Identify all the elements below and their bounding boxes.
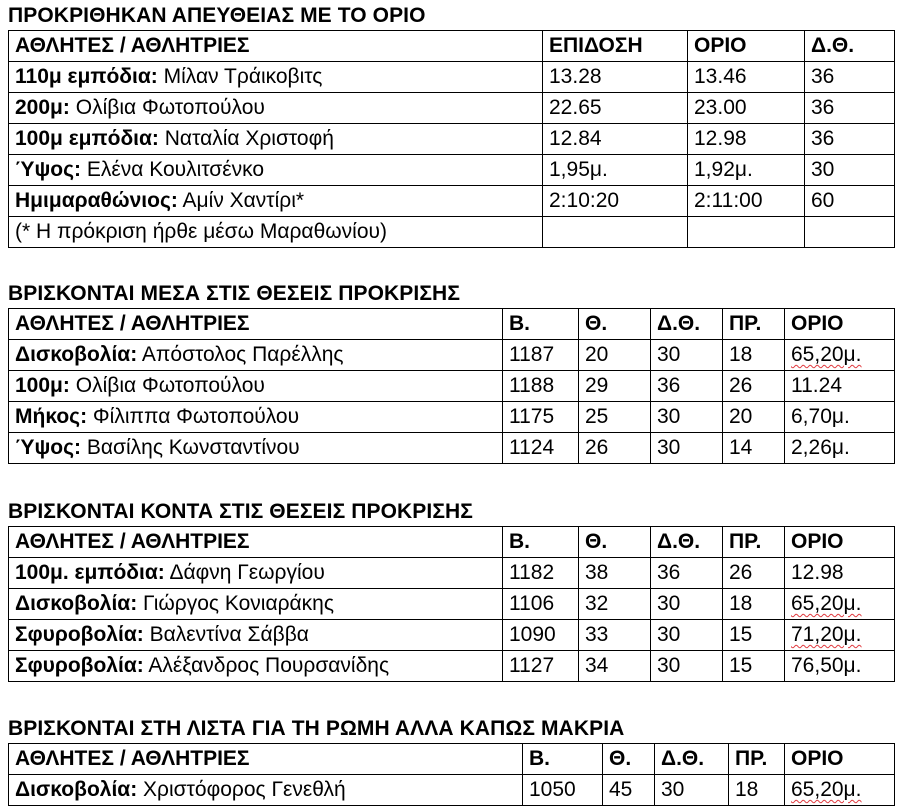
table-row [9, 186, 895, 217]
world-rank-cell: 30 [651, 340, 723, 371]
world-rank-cell: 30 [651, 402, 723, 433]
table-row [9, 340, 895, 371]
section-title: ΒΡΙΣΚΟΝΤΑΙ ΜΕΣΑ ΣΤΙΣ ΘΕΣΕΙΣ ΠΡΟΚΡΙΣΗΣ [8, 282, 461, 305]
section-title: ΒΡΙΣΚΟΝΤΑΙ ΣΤΗ ΛΙΣΤΑ ΓΙΑ ΤΗ ΡΩΜΗ ΑΛΛΑ ΚΑΠΩΣ ΜΑΚΡΙΑ [8, 717, 625, 740]
col-header-world-rank: Δ.Θ. [651, 309, 723, 340]
qualify-cell: 26 [723, 371, 785, 402]
athlete-name: Γιώργος Κονιαράκης [143, 592, 334, 615]
qualify-cell: 26 [723, 558, 785, 589]
position-cell: 34 [579, 651, 651, 682]
event-label: 100μ εμπόδια: [15, 127, 159, 150]
col-header-performance: ΕΠΙΔΟΣΗ [543, 31, 688, 62]
qualify-cell: 14 [723, 433, 785, 464]
col-header-athletes: ΑΘΛΗΤΕΣ / ΑΘΛΗΤΡΙΕΣ [9, 309, 503, 340]
performance-cell: 13.28 [543, 62, 688, 93]
qualify-cell: 15 [723, 651, 785, 682]
limit-cell: 76,50μ. [785, 651, 895, 682]
table-header-row [9, 309, 895, 340]
qualify-cell: 18 [723, 340, 785, 371]
table-header-row [9, 527, 895, 558]
athlete-name: Απόστολος Παρέλλης [141, 343, 344, 366]
col-header-athletes: ΑΘΛΗΤΕΣ / ΑΘΛΗΤΡΙΕΣ [9, 527, 503, 558]
position-cell: 38 [579, 558, 651, 589]
footnote-row [9, 217, 895, 248]
athlete-name: Βαλεντίνα Σάββα [149, 623, 309, 646]
athlete-name: Μίλαν Τράικοβιτς [163, 65, 323, 88]
limit-cell: 2:11:00 [688, 186, 805, 217]
athlete-name: Αλέξανδρος Πουρσανίδης [148, 654, 390, 677]
limit-value: 71,20μ. [791, 623, 862, 646]
col-header-limit: ΟΡΙΟ [785, 527, 895, 558]
world-rank-cell: 36 [805, 93, 895, 124]
col-header-limit: ΟΡΙΟ [785, 744, 895, 775]
world-rank-cell: 36 [805, 124, 895, 155]
table-row [9, 651, 895, 682]
limit-cell: 13.46 [688, 62, 805, 93]
col-header-limit: ΟΡΙΟ [785, 309, 895, 340]
athlete-name: Ολίβια Φωτοπούλου [75, 374, 265, 397]
section-direct-qualified [8, 4, 895, 248]
world-rank-cell: 36 [805, 62, 895, 93]
near-positions-table [8, 526, 895, 682]
col-header-qualify: ΠΡ. [723, 309, 785, 340]
table-row [9, 402, 895, 433]
world-rank-cell: 30 [651, 651, 723, 682]
table-row [9, 124, 895, 155]
table-row [9, 589, 895, 620]
world-rank-cell: 30 [655, 775, 729, 806]
event-label: Δισκοβολία: [15, 343, 138, 366]
col-header-position: Θ. [579, 527, 651, 558]
col-header-limit: ΟΡΙΟ [688, 31, 805, 62]
col-header-position: Θ. [579, 309, 651, 340]
points-cell: 1106 [503, 589, 579, 620]
limit-cell: 6,70μ. [785, 402, 895, 433]
col-header-world-rank: Δ.Θ. [805, 31, 895, 62]
position-cell: 33 [579, 620, 651, 651]
limit-cell: 12.98 [688, 124, 805, 155]
position-cell: 20 [579, 340, 651, 371]
rome-list-table [8, 743, 895, 806]
col-header-points: Β. [503, 309, 579, 340]
event-label: 100μ. εμπόδια: [15, 561, 165, 584]
col-header-qualify: ΠΡ. [729, 744, 785, 775]
table-row [9, 371, 895, 402]
world-rank-cell: 60 [805, 186, 895, 217]
event-label: 200μ: [15, 96, 70, 119]
world-rank-cell: 30 [805, 155, 895, 186]
points-cell: 1090 [503, 620, 579, 651]
points-cell: 1127 [503, 651, 579, 682]
points-cell: 1188 [503, 371, 579, 402]
qualify-cell: 20 [723, 402, 785, 433]
section-in-qualifying-positions [8, 282, 895, 464]
limit-value: 65,20μ. [791, 343, 862, 366]
col-header-points: Β. [503, 527, 579, 558]
direct-qualified-table [8, 30, 895, 248]
table-row [9, 558, 895, 589]
position-cell: 45 [603, 775, 655, 806]
limit-cell: 23.00 [688, 93, 805, 124]
table-row [9, 620, 895, 651]
performance-cell: 22.65 [543, 93, 688, 124]
world-rank-cell: 30 [651, 433, 723, 464]
table-header-row [9, 744, 895, 775]
table-row [9, 155, 895, 186]
col-header-athletes: ΑΘΛΗΤΕΣ / ΑΘΛΗΤΡΙΕΣ [9, 744, 523, 775]
points-cell: 1187 [503, 340, 579, 371]
qualify-cell: 15 [723, 620, 785, 651]
points-cell: 1182 [503, 558, 579, 589]
world-rank-cell: 30 [651, 589, 723, 620]
performance-cell: 1,95μ. [543, 155, 688, 186]
table-row [9, 433, 895, 464]
col-header-world-rank: Δ.Θ. [651, 527, 723, 558]
athlete-name: Ελένα Κουλιτσένκο [86, 158, 265, 181]
athlete-name: Αμίν Χαντίρι* [182, 189, 305, 212]
table-header-row [9, 31, 895, 62]
limit-value: 65,20μ. [791, 592, 862, 615]
performance-cell: 2:10:20 [543, 186, 688, 217]
points-cell: 1050 [523, 775, 603, 806]
position-cell: 25 [579, 402, 651, 433]
event-label: Δισκοβολία: [15, 592, 138, 615]
col-header-position: Θ. [603, 744, 655, 775]
limit-cell: 11.24 [785, 371, 895, 402]
footnote: (* Η πρόκριση ήρθε μέσω Μαραθωνίου) [9, 217, 543, 248]
in-positions-table [8, 308, 895, 464]
performance-cell: 12.84 [543, 124, 688, 155]
world-rank-cell: 36 [651, 558, 723, 589]
limit-cell: 2,26μ. [785, 433, 895, 464]
athlete-name: Φίλιππα Φωτοπούλου [92, 405, 300, 428]
col-header-qualify: ΠΡ. [723, 527, 785, 558]
section-rome-list-far [8, 717, 895, 806]
event-label: Δισκοβολία: [15, 778, 138, 801]
position-cell: 32 [579, 589, 651, 620]
points-cell: 1175 [503, 402, 579, 433]
qualify-cell: 18 [729, 775, 785, 806]
table-row [9, 93, 895, 124]
points-cell: 1124 [503, 433, 579, 464]
limit-cell: 1,92μ. [688, 155, 805, 186]
athlete-name: Δάφνη Γεωργίου [169, 561, 325, 584]
col-header-athletes: ΑΘΛΗΤΕΣ / ΑΘΛΗΤΡΙΕΣ [9, 31, 543, 62]
event-label: Σφυροβολία: [15, 623, 144, 646]
table-row [9, 775, 895, 806]
athlete-name: Ολίβια Φωτοπούλου [75, 96, 265, 119]
event-label: 100μ: [15, 374, 70, 397]
world-rank-cell: 30 [651, 620, 723, 651]
event-label: Μήκος: [15, 405, 88, 428]
event-label: Ημιμαραθώνιος: [15, 189, 178, 212]
event-label: Ύψος: [15, 158, 82, 181]
athlete-name: Βασίλης Κωνσταντίνου [86, 436, 300, 459]
athlete-name: Χριστόφορος Γενεθλή [143, 778, 346, 801]
event-label: Ύψος: [15, 436, 82, 459]
event-label: 110μ εμπόδια: [15, 65, 158, 88]
world-rank-cell: 36 [651, 371, 723, 402]
limit-value: 65,20μ. [791, 778, 862, 801]
position-cell: 26 [579, 433, 651, 464]
col-header-world-rank: Δ.Θ. [655, 744, 729, 775]
qualify-cell: 18 [723, 589, 785, 620]
section-title: ΒΡΙΣΚΟΝΤΑΙ ΚΟΝΤΑ ΣΤΙΣ ΘΕΣΕΙΣ ΠΡΟΚΡΙΣΗΣ [8, 500, 473, 523]
limit-cell: 12.98 [785, 558, 895, 589]
section-near-qualifying-positions [8, 500, 895, 682]
athlete-name: Ναταλία Χριστοφή [164, 127, 334, 150]
section-title: ΠΡΟΚΡΙΘΗΚΑΝ ΑΠΕΥΘΕΙΑΣ ΜΕ ΤΟ ΟΡΙΟ [8, 4, 426, 27]
event-label: Σφυροβολία: [15, 654, 144, 677]
col-header-points: Β. [523, 744, 603, 775]
table-row [9, 62, 895, 93]
position-cell: 29 [579, 371, 651, 402]
